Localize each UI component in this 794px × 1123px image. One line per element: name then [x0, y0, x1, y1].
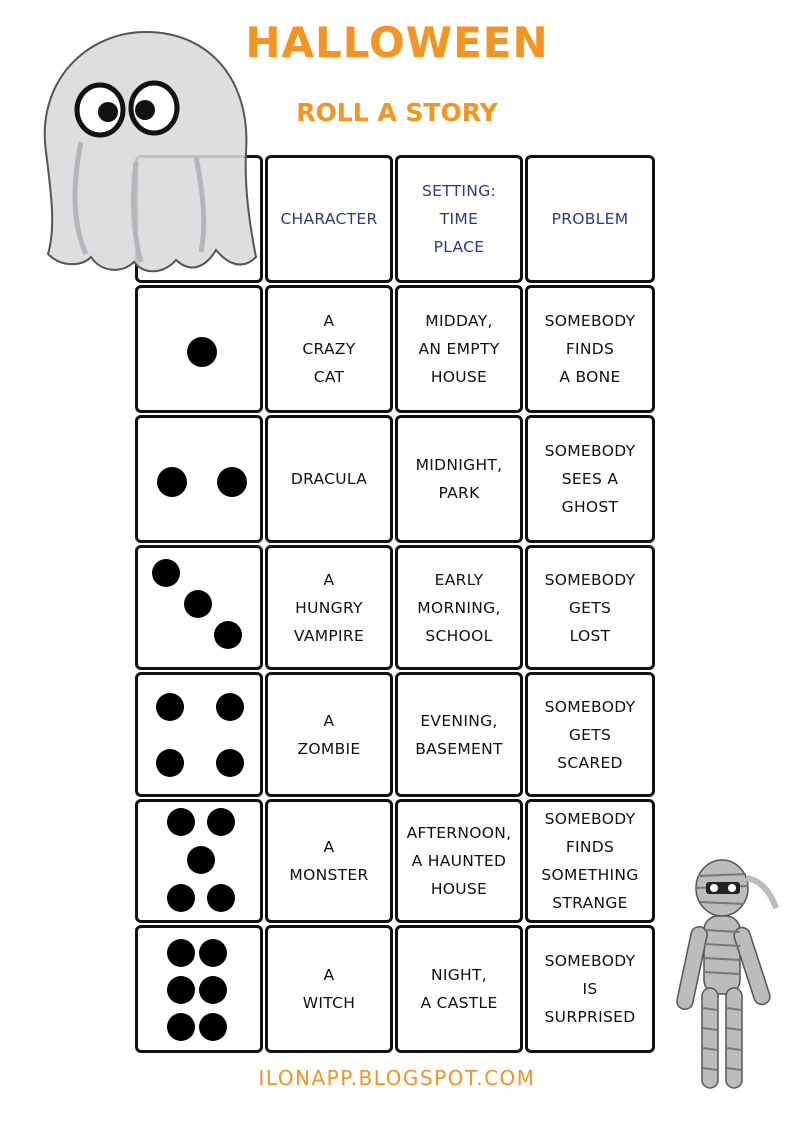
setting-cell-5 [395, 799, 523, 923]
die-pip [217, 467, 247, 497]
setting-text: NIGHT, A CASTLE [420, 966, 498, 1012]
problem-text: SOMEBODY GETS LOST [544, 570, 636, 645]
character-cell-2 [265, 415, 393, 543]
header-character-label: CHARACTER [280, 210, 378, 228]
die-pip [167, 808, 195, 836]
die-pip [199, 939, 227, 967]
header-problem [525, 155, 655, 283]
die-pip [199, 1013, 227, 1041]
character-cell-1 [265, 285, 393, 413]
setting-text: AFTERNOON, A HAUNTED HOUSE [406, 824, 512, 898]
dice-cell-3 [135, 545, 263, 670]
problem-text: SOMEBODY IS SURPRISED [544, 952, 636, 1026]
die-pip [152, 559, 180, 587]
problem-cell-2 [525, 415, 655, 543]
die-pip [167, 884, 195, 912]
problem-cell-1 [525, 285, 655, 413]
character-text: DRACULA [290, 470, 368, 488]
die-face-four-icon [138, 675, 260, 794]
die-pip [187, 337, 217, 367]
problem-cell-6 [525, 925, 655, 1053]
character-text: A HUNGRY VAMPIRE [293, 570, 365, 645]
page-title: HALLOWEEN [245, 18, 549, 67]
character-text: A MONSTER [289, 838, 369, 884]
die-pip [207, 884, 235, 912]
die-pip [167, 939, 195, 967]
setting-cell-3 [395, 545, 523, 670]
character-cell-6 [265, 925, 393, 1053]
character-text: A ZOMBIE [297, 711, 361, 758]
header-setting-label: SETTING: TIME PLACE [421, 182, 497, 256]
die-face-three-icon [138, 548, 260, 667]
setting-cell-2 [395, 415, 523, 543]
problem-text: SOMEBODY FINDS SOMETHING STRANGE [541, 810, 639, 912]
header-problem-label: PROBLEM [551, 210, 629, 228]
setting-cell-6 [395, 925, 523, 1053]
dice-cell-2 [135, 415, 263, 543]
header-character [265, 155, 393, 283]
die-pip [216, 749, 244, 777]
die-pip [184, 590, 212, 618]
dice-cell-4 [135, 672, 263, 797]
problem-text: SOMEBODY SEES A GHOST [544, 442, 636, 516]
character-text: A CRAZY CAT [302, 312, 356, 386]
problem-cell-4 [525, 672, 655, 797]
die-pip [187, 846, 215, 874]
dice-cell-1 [135, 285, 263, 413]
footer-website: ILONAPP.BLOGSPOT.COM [258, 1066, 536, 1090]
dice-cell-6 [135, 925, 263, 1053]
setting-text: MIDDAY, AN EMPTY HOUSE [418, 312, 500, 386]
die-pip [167, 976, 195, 1004]
setting-text: MIDNIGHT, PARK [415, 456, 503, 502]
die-pip [156, 749, 184, 777]
dice-cell-5 [135, 799, 263, 923]
character-cell-4 [265, 672, 393, 797]
die-face-six-icon [138, 928, 260, 1050]
character-cell-3 [265, 545, 393, 670]
problem-cell-3 [525, 545, 655, 670]
setting-text: EVENING, BASEMENT [415, 711, 503, 758]
die-pip [216, 693, 244, 721]
die-face-two-icon [138, 418, 260, 540]
die-pip [156, 693, 184, 721]
die-pip [207, 808, 235, 836]
die-pip [214, 621, 242, 649]
die-pip [199, 976, 227, 1004]
setting-text: EARLY MORNING, SCHOOL [417, 570, 501, 645]
problem-text: SOMEBODY FINDS A BONE [544, 312, 636, 386]
character-text: A WITCH [302, 966, 356, 1012]
setting-cell-1 [395, 285, 523, 413]
page-subtitle: ROLL A STORY [296, 98, 498, 127]
character-cell-5 [265, 799, 393, 923]
ghost-icon [26, 22, 266, 284]
problem-text: SOMEBODY GETS SCARED [544, 697, 636, 772]
die-face-one-icon [138, 288, 260, 410]
die-face-five-icon [138, 802, 260, 920]
header-setting [395, 155, 523, 283]
die-pip [167, 1013, 195, 1041]
setting-cell-4 [395, 672, 523, 797]
problem-cell-5 [525, 799, 655, 923]
die-pip [157, 467, 187, 497]
